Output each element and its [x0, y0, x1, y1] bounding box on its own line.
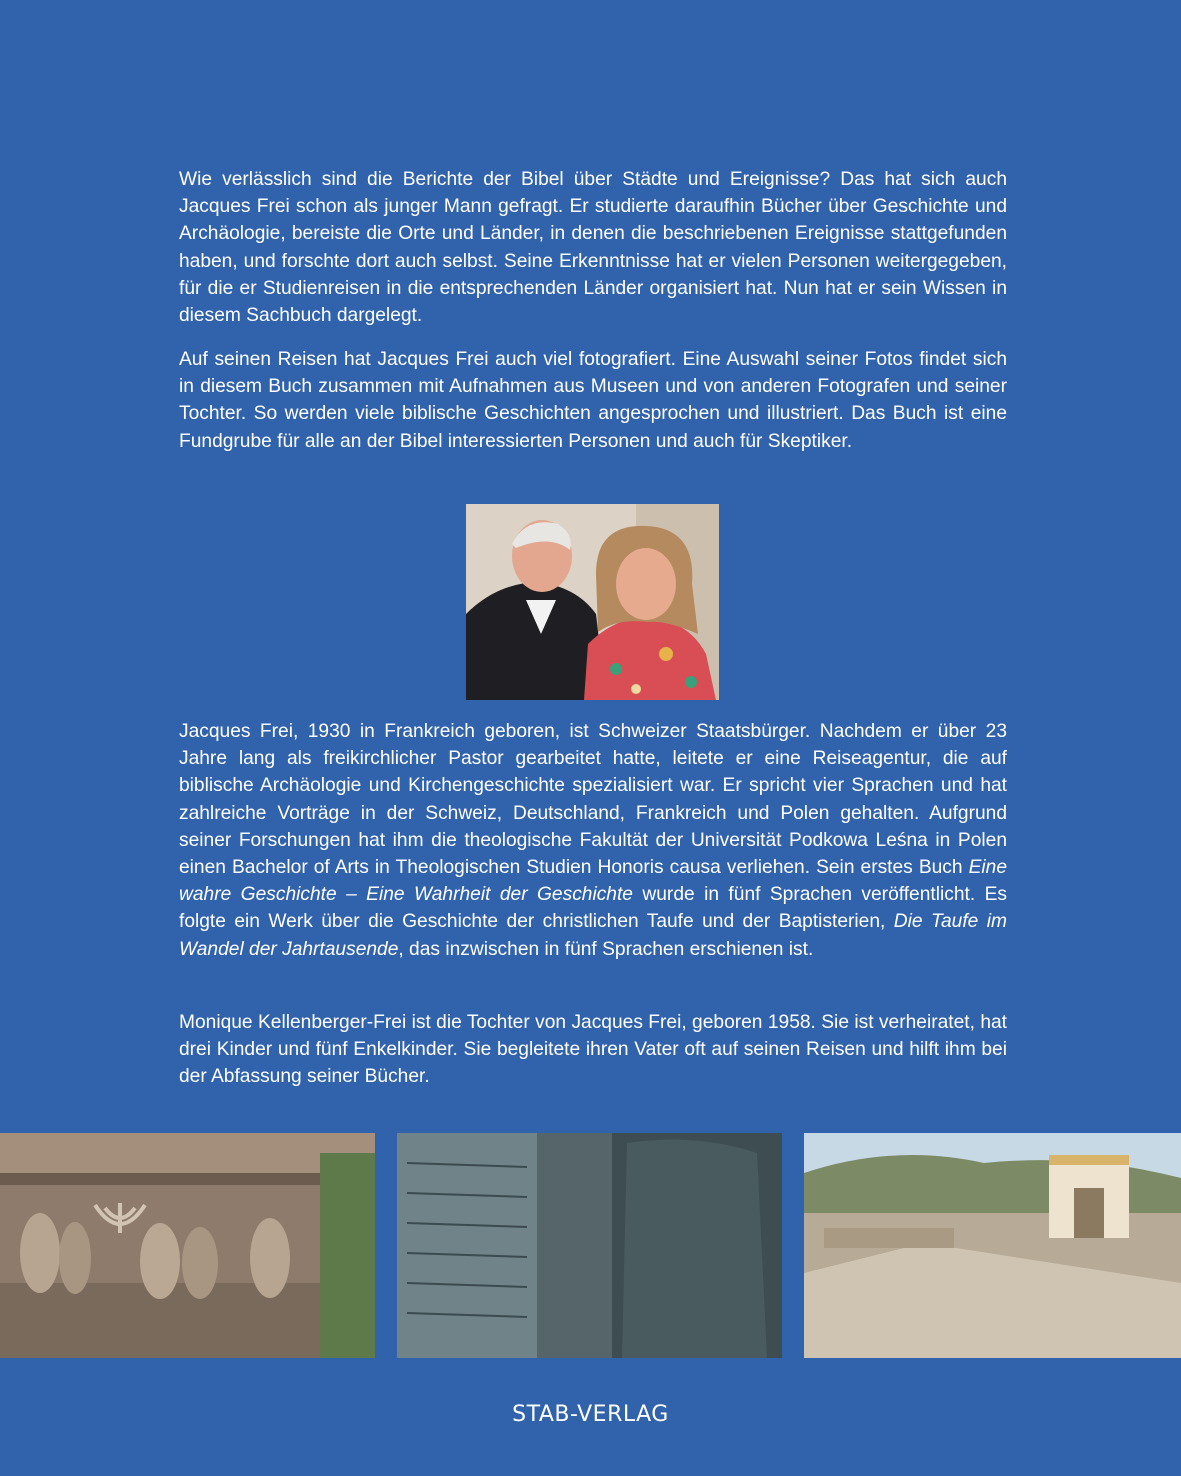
- bio-text-part-1: Jacques Frei, 1930 in Frankreich geboren, ist Schweizer Staatsbürger. Nachdem er über 23 Jahre lang als freikirchlicher Pastor gearbeitet hatte, leitete er eine Reiseagentur, die auf biblische Archäologie und Kirchengeschichte spezialisiert war. Er spricht vier Sprachen und hat zahlreiche Vorträge in der Schweiz, Deutschland, Frankreich und Polen gehalten. Aufgrund seiner Forschungen hat ihm die theologische Fakultät der Universität Podkowa Leśna in Polen einen Bachelor of Arts in Theologischen Studien Honoris causa verliehen. Sein erstes Buch: [179, 721, 1007, 879]
- bio-text-part-3: , das inzwischen in fünf Sprachen erschienen ist.: [398, 938, 814, 960]
- temple-model-image: [804, 1133, 1181, 1358]
- intro-paragraph-1-text: Wie verlässlich sind die Berichte der Bibel über Städte und Ereignisse? Das hat sich auch Jacques Frei schon als junger Mann gefragt. Er studierte daraufhin Bücher über Geschichte und Archäologie, bereiste die Orte und Länder, in denen die beschriebenen Ereignisse stattgefunden haben, und forschte dort auch selbst. Seine Erkenntnisse hat er vielen Personen weitergegeben, für die er Studienreisen in die entsprechenden Länder organisiert hat. Nun hat er sein Wissen in diesem Sachbuch dargelegt.: [179, 169, 1007, 327]
- book-title-2: Die Taufe im Wandel der Jahrtausende: [179, 911, 1007, 960]
- bio-text-part-2: wurde in fünf Sprachen veröffentlicht. Es folgte ein Werk über die Geschichte der christlichen Taufe und der Baptisterien,: [179, 884, 1007, 933]
- bio-paragraph-1: [179, 718, 1007, 963]
- arch-relief-image: [0, 1133, 375, 1358]
- bio-paragraph-2: [179, 1009, 1007, 1091]
- bio-paragraph-1-text: [179, 718, 1007, 963]
- book-title-1: Eine wahre Geschichte – Eine Wahrheit der Geschichte: [179, 857, 1007, 906]
- bio-paragraph-2-text: Monique Kellenberger-Frei ist die Tochter von Jacques Frei, geboren 1958. Sie ist verheiratet, hat drei Kinder und fünf Enkelkinder. Sie begleitete ihren Vater oft auf seinen Reisen und hilft ihm bei der Abfassung seiner Bücher.: [179, 1012, 1007, 1088]
- intro-paragraph-2: [179, 346, 1007, 455]
- intro-paragraph-1: [179, 166, 1007, 329]
- author-photo: [466, 504, 719, 700]
- publisher-logo: STAB-VERLAG: [512, 1402, 669, 1427]
- intro-paragraph-2-text: Auf seinen Reisen hat Jacques Frei auch viel fotografiert. Eine Auswahl seiner Fotos findet sich in diesem Buch zusammen mit Aufnahmen aus Museen und von anderen Fotografen und seiner Tochter. So werden viele biblische Geschichten angesprochen und illustriert. Das Buch ist eine Fundgrube für alle an der Bibel interessierten Personen und auch für Skeptiker.: [179, 349, 1007, 452]
- cuneiform-tablet-image: [397, 1133, 782, 1358]
